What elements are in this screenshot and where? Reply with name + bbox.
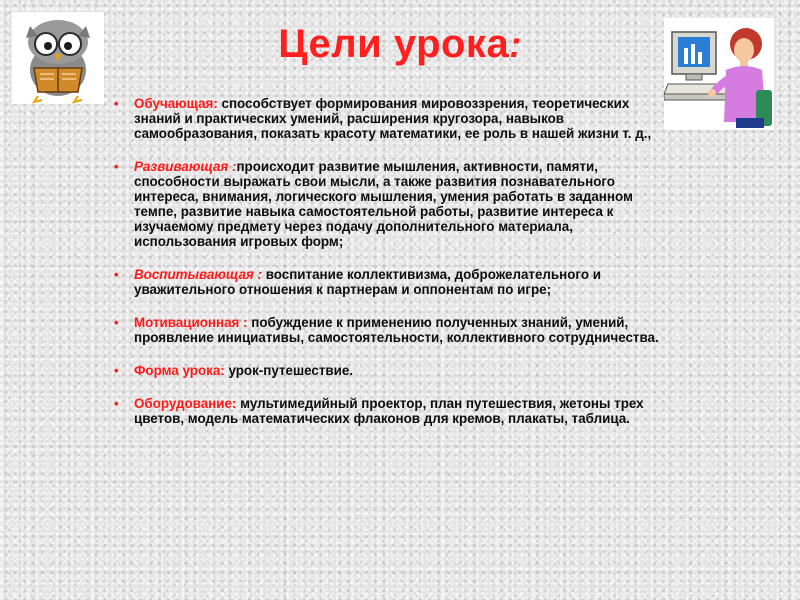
bullet-icon: • bbox=[114, 315, 119, 330]
list-item bbox=[108, 267, 678, 297]
bullet-icon: • bbox=[114, 267, 119, 282]
item-label: Оборудование: bbox=[134, 396, 237, 411]
bullet-icon: • bbox=[114, 96, 119, 111]
item-text: побуждение к применению полученных знаний, умений, проявление инициативы, самостоятельности, коллективного сотрудничества. bbox=[134, 315, 659, 345]
list-item bbox=[108, 315, 678, 345]
list-item bbox=[108, 396, 678, 426]
goals-list bbox=[108, 96, 678, 444]
item-text: воспитание коллективизма, доброжелательного и уважительного отношения к партнерам и оппонентам по игре; bbox=[134, 267, 601, 297]
title-colon: : bbox=[509, 24, 522, 65]
item-text: происходит развитие мышления, активности, памяти, способности выражать свои мысли, а также развития познавательного интереса, внимания, логического мышления, умения работать в заданном темпе, развитие навыка самостоятельной работы, развитие интереса к изучаемому предмету через подачу дополнительного материала, использования игровых форм; bbox=[134, 159, 633, 249]
bullet-icon: • bbox=[114, 159, 119, 174]
item-text: урок-путешествие. bbox=[224, 363, 354, 378]
item-label: Форма урока: bbox=[134, 363, 225, 378]
item-text: мультимедийный проектор, план путешествия, жетоны трех цветов, модель математических флаконов для кремов, плакаты, таблица. bbox=[134, 396, 644, 426]
page-title bbox=[0, 22, 800, 67]
title-text: Цели урока bbox=[278, 22, 510, 66]
bullet-icon: • bbox=[114, 396, 119, 411]
bullet-icon: • bbox=[114, 363, 119, 378]
item-label: Воспитывающая : bbox=[134, 267, 262, 282]
item-label: Мотивационная : bbox=[134, 315, 248, 330]
list-item bbox=[108, 363, 678, 378]
item-label: Развивающая : bbox=[134, 159, 237, 174]
list-item bbox=[108, 96, 678, 141]
list-item bbox=[108, 159, 678, 249]
item-text: способствует формирования мировоззрения, теоретических знаний и практических умений, расширения кругозора, навыков самообразования, показать красоту математики, ее роль в нашей жизни т. д., bbox=[134, 96, 652, 141]
item-label: Обучающая: bbox=[134, 96, 218, 111]
